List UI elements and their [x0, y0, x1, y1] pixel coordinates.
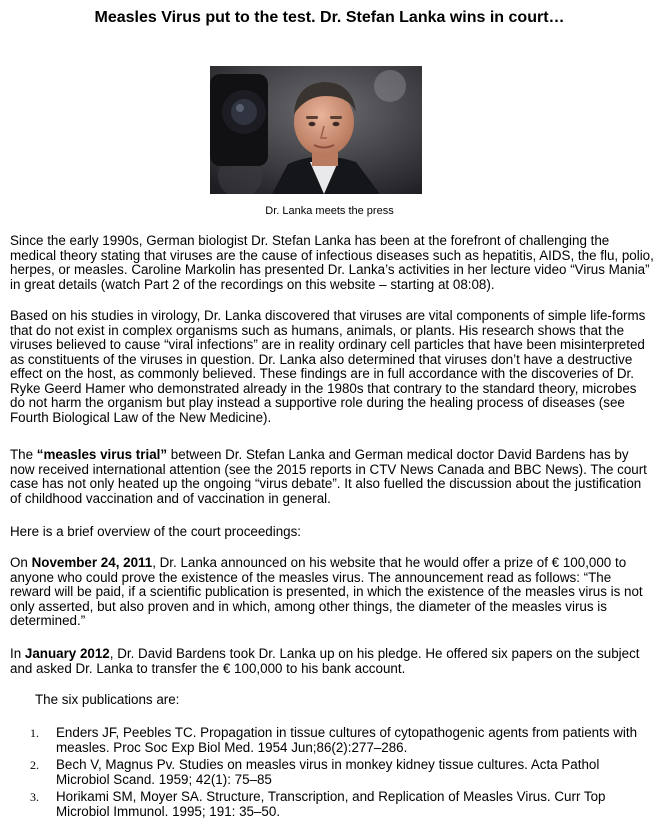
paragraph-announcement [10, 556, 655, 629]
paragraph-intro: Since the early 1990s, German biologist Dr. Stefan Lanka has been at the forefront of challenging the medical theory stating that viruses are the cause of infectious diseases such as hepatitis, AIDS, the flu, polio, herpes, or measles. Caroline Markolin has presented Dr. Lanka’s activities in her lecture video “Virus Mania” in great details (watch Part 2 of the recordings on this website – starting at 08:08). [10, 233, 654, 292]
announcement-intro-text: On [10, 555, 32, 570]
reference-text: Bech V, Magnus Pv. Studies on measles virus in monkey kidney tissue cultures. Acta Pathol Microbiol Scand. 1959; 42(1): 75–85 [56, 757, 600, 787]
bardens-date: January 2012 [24, 646, 110, 661]
announcement-body-text: , Dr. Lanka announced on his website that he would offer a prize of € 100,000 to anyone who could prove the existence of the measles virus. The announcement read as follows: “The reward will be paid, if a scientific publication is presented, in which the existence of the measles virus is not only asserted, but also proven and in which, among other things, the diameter of the measles virus is determined.” [10, 555, 643, 628]
trial-intro-text: The [10, 447, 37, 462]
image-caption: Dr. Lanka meets the press [265, 205, 394, 217]
reference-number: 1. [30, 726, 39, 740]
paragraph-research: Based on his studies in virology, Dr. Lanka discovered that viruses are vital components of simple life-forms that do not exist in complex organisms such as humans, animals, or plants. His research shows that the viruses believed to cause “viral infections” are in reality ordinary cell particles that have been misinterpreted as constituents of the viruses in question. Dr. Lanka also determined that viruses don’t have a destructive effect on the host, as commonly believed. These findings are in full accordance with the discoveries of Dr. Ryke Geerd Hamer who demonstrated already in the 1980s that contrary to the standard theory, microbes do not harm the organism but play instead a supportive role during the healing process of diseases (see Fourth Biological Law of the New Medicine). [10, 308, 646, 425]
paragraph-bardens [10, 647, 655, 676]
paragraph-overview: Here is a brief overview of the court proceedings: [10, 524, 302, 539]
bardens-body-text: , Dr. David Bardens took Dr. Lanka up on his pledge. He offered six papers on the subject and asked Dr. Lanka to transfer the € 100,000 to his bank account. [10, 646, 640, 676]
trial-emphasis: “measles virus trial” [36, 447, 168, 462]
paragraph-publications-intro: The six publications are: [35, 692, 180, 707]
reference-item [30, 790, 655, 819]
reference-item [30, 726, 655, 755]
press-photo-illustration [210, 66, 422, 194]
reference-text: Horikami SM, Moyer SA. Structure, Transcription, and Replication of Measles Virus. Curr Top Microbiol Immunol. 1995; 191: 35–50. [56, 789, 606, 819]
article-title: Measles Virus put to the test. Dr. Stefan Lanka wins in court… [94, 9, 565, 26]
press-photo [210, 66, 422, 194]
trial-body-text: between Dr. Stefan Lanka and German medical doctor David Bardens has by now received international attention (see the 2015 reports in CTV News Canada and BBC News). The court case has not only heated up the ongoing “virus debate”. It also fuelled the discussion about the justification of childhood vaccination and of vaccination in general. [10, 447, 647, 506]
reference-list [30, 726, 655, 822]
paragraph-trial [10, 448, 655, 506]
announcement-date: November 24, 2011 [31, 555, 153, 570]
reference-text: Enders JF, Peebles TC. Propagation in tissue cultures of cytopathogenic agents from patients with measles. Proc Soc Exp Biol Med. 1954 Jun;86(2):277–286. [56, 725, 638, 755]
reference-number: 3. [30, 790, 39, 804]
bardens-intro-text: In [10, 646, 25, 661]
reference-number: 2. [30, 758, 39, 772]
reference-item [30, 758, 655, 787]
